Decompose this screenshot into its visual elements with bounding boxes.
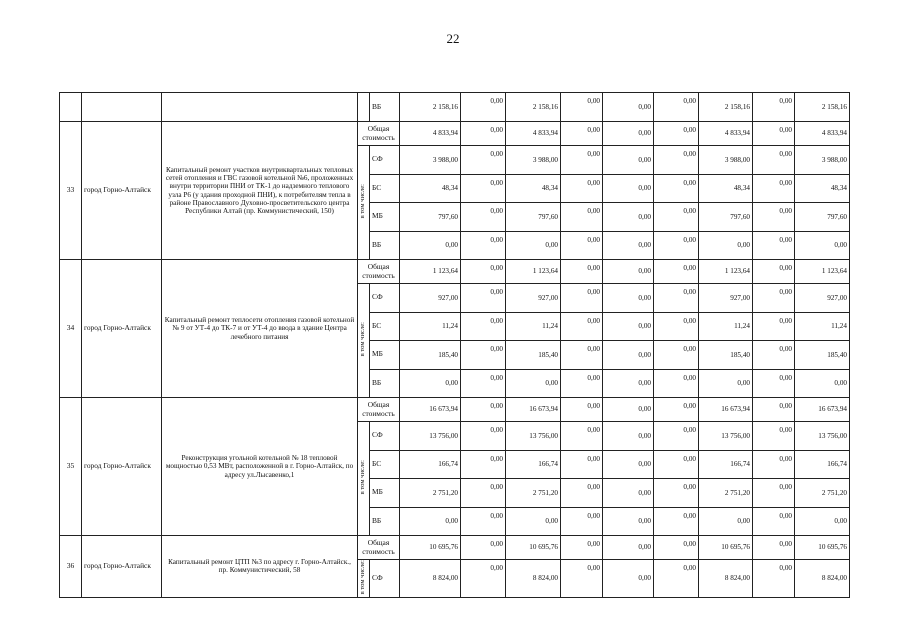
value-cell: 2 158,16 xyxy=(400,93,461,122)
value-cell: 0,00 xyxy=(461,231,506,260)
value-cell: 0,00 xyxy=(753,284,795,313)
value-cell: 0,00 xyxy=(753,341,795,370)
value-cell: 0,00 xyxy=(603,479,654,508)
value-cell: 0,00 xyxy=(753,174,795,203)
index-cell xyxy=(60,93,82,122)
value-cell: 0,00 xyxy=(461,312,506,341)
source-label: БС xyxy=(370,312,400,341)
value-cell: 0,00 xyxy=(795,369,850,398)
value-cell: 0,00 xyxy=(654,260,699,284)
value-cell: 927,00 xyxy=(699,284,753,313)
value-cell: 2 158,16 xyxy=(506,93,561,122)
value-cell: 2 751,20 xyxy=(506,479,561,508)
value-cell: 0,00 xyxy=(461,422,506,451)
value-cell: 0,00 xyxy=(561,398,603,422)
value-cell: 0,00 xyxy=(603,93,654,122)
value-cell: 0,00 xyxy=(461,146,506,175)
value-cell: 0,00 xyxy=(461,479,506,508)
value-cell: 0,00 xyxy=(753,479,795,508)
page-number: 22 xyxy=(446,31,460,46)
value-cell: 10 695,76 xyxy=(506,536,561,560)
including-text: в том числе: xyxy=(359,184,367,219)
value-cell: 0,00 xyxy=(461,369,506,398)
value-cell: 0,00 xyxy=(561,341,603,370)
total-label: Общая стоимость xyxy=(358,122,400,146)
value-cell: 0,00 xyxy=(461,450,506,479)
value-cell: 0,00 xyxy=(753,450,795,479)
value-cell: 8 824,00 xyxy=(795,560,850,598)
value-cell: 0,00 xyxy=(654,93,699,122)
total-label: Общая стоимость xyxy=(358,536,400,560)
value-cell: 797,60 xyxy=(506,203,561,232)
value-cell: 0,00 xyxy=(753,560,795,598)
value-cell: 1 123,64 xyxy=(699,260,753,284)
value-cell: 0,00 xyxy=(561,560,603,598)
financing-table xyxy=(59,92,850,598)
value-cell: 0,00 xyxy=(603,536,654,560)
value-cell: 0,00 xyxy=(699,369,753,398)
value-cell: 0,00 xyxy=(654,507,699,536)
source-label: БС xyxy=(370,174,400,203)
value-cell: 927,00 xyxy=(400,284,461,313)
value-cell: 0,00 xyxy=(561,203,603,232)
including-text: в том числе: xyxy=(359,322,367,357)
table-row xyxy=(60,93,850,122)
place-cell: город Горно-Алтайск xyxy=(82,398,162,536)
value-cell: 0,00 xyxy=(603,450,654,479)
value-cell: 0,00 xyxy=(603,203,654,232)
value-cell: 48,34 xyxy=(506,174,561,203)
value-cell: 0,00 xyxy=(461,122,506,146)
value-cell: 0,00 xyxy=(603,260,654,284)
value-cell: 16 673,94 xyxy=(400,398,461,422)
value-cell: 0,00 xyxy=(654,560,699,598)
value-cell: 8 824,00 xyxy=(506,560,561,598)
value-cell: 10 695,76 xyxy=(795,536,850,560)
value-cell: 48,34 xyxy=(400,174,461,203)
value-cell: 2 158,16 xyxy=(699,93,753,122)
value-cell: 0,00 xyxy=(461,398,506,422)
value-cell: 0,00 xyxy=(461,560,506,598)
value-cell: 0,00 xyxy=(654,479,699,508)
value-cell: 797,60 xyxy=(699,203,753,232)
value-cell: 0,00 xyxy=(603,369,654,398)
value-cell: 0,00 xyxy=(461,174,506,203)
value-cell: 11,24 xyxy=(400,312,461,341)
value-cell: 0,00 xyxy=(603,146,654,175)
value-cell: 0,00 xyxy=(400,507,461,536)
value-cell: 0,00 xyxy=(753,231,795,260)
value-cell: 185,40 xyxy=(506,341,561,370)
source-label: СФ xyxy=(370,284,400,313)
source-label: ВБ xyxy=(370,231,400,260)
place-cell: город Горно-Алтайск xyxy=(82,260,162,398)
value-cell: 0,00 xyxy=(561,422,603,451)
value-cell: 0,00 xyxy=(603,312,654,341)
value-cell: 166,74 xyxy=(400,450,461,479)
including-label xyxy=(358,422,370,536)
value-cell: 0,00 xyxy=(753,422,795,451)
value-cell: 0,00 xyxy=(654,122,699,146)
value-cell: 797,60 xyxy=(795,203,850,232)
source-label: СФ xyxy=(370,560,400,598)
index-cell: 35 xyxy=(60,398,82,536)
value-cell: 0,00 xyxy=(561,450,603,479)
value-cell: 0,00 xyxy=(753,146,795,175)
value-cell: 2 158,16 xyxy=(795,93,850,122)
value-cell: 927,00 xyxy=(506,284,561,313)
value-cell: 4 833,94 xyxy=(795,122,850,146)
source-label: ВБ xyxy=(370,369,400,398)
value-cell: 11,24 xyxy=(506,312,561,341)
value-cell: 0,00 xyxy=(654,398,699,422)
source-label: СФ xyxy=(370,146,400,175)
value-cell: 0,00 xyxy=(400,231,461,260)
value-cell: 0,00 xyxy=(506,369,561,398)
value-cell: 2 751,20 xyxy=(400,479,461,508)
value-cell: 16 673,94 xyxy=(699,398,753,422)
value-cell: 0,00 xyxy=(795,507,850,536)
value-cell: 0,00 xyxy=(654,146,699,175)
value-cell: 0,00 xyxy=(603,341,654,370)
value-cell: 0,00 xyxy=(561,93,603,122)
source-label: СФ xyxy=(370,422,400,451)
including-label xyxy=(358,146,370,260)
value-cell: 0,00 xyxy=(561,260,603,284)
value-cell: 0,00 xyxy=(654,536,699,560)
table-row xyxy=(60,398,850,422)
value-cell: 3 988,00 xyxy=(400,146,461,175)
source-label: МБ xyxy=(370,203,400,232)
value-cell: 11,24 xyxy=(699,312,753,341)
value-cell: 8 824,00 xyxy=(699,560,753,598)
value-cell: 0,00 xyxy=(461,341,506,370)
value-cell: 0,00 xyxy=(561,231,603,260)
value-cell: 0,00 xyxy=(400,369,461,398)
source-label: МБ xyxy=(370,479,400,508)
value-cell: 48,34 xyxy=(699,174,753,203)
value-cell: 0,00 xyxy=(753,507,795,536)
value-cell: 0,00 xyxy=(654,341,699,370)
table-row xyxy=(60,122,850,146)
including-label xyxy=(358,284,370,398)
value-cell: 0,00 xyxy=(506,507,561,536)
including-label xyxy=(358,560,370,598)
source-label: МБ xyxy=(370,341,400,370)
place-cell xyxy=(82,93,162,122)
value-cell: 0,00 xyxy=(654,203,699,232)
value-cell: 166,74 xyxy=(506,450,561,479)
value-cell: 10 695,76 xyxy=(400,536,461,560)
value-cell: 48,34 xyxy=(795,174,850,203)
value-cell: 0,00 xyxy=(753,369,795,398)
value-cell: 0,00 xyxy=(753,536,795,560)
value-cell: 0,00 xyxy=(461,536,506,560)
value-cell: 0,00 xyxy=(603,174,654,203)
value-cell: 0,00 xyxy=(561,284,603,313)
value-cell: 13 756,00 xyxy=(699,422,753,451)
value-cell: 0,00 xyxy=(753,93,795,122)
value-cell: 16 673,94 xyxy=(795,398,850,422)
including-cell xyxy=(358,93,370,122)
value-cell: 0,00 xyxy=(795,231,850,260)
table-row xyxy=(60,536,850,560)
description-cell: Капитальный ремонт ЦТП №3 по адресу г. Горно-Алтайск., пр. Коммунистический, 58 xyxy=(162,536,358,598)
source-label: ВБ xyxy=(370,93,400,122)
value-cell: 185,40 xyxy=(400,341,461,370)
value-cell: 0,00 xyxy=(654,422,699,451)
including-text: в том числе: xyxy=(359,560,367,595)
value-cell: 0,00 xyxy=(603,284,654,313)
value-cell: 0,00 xyxy=(753,312,795,341)
value-cell: 797,60 xyxy=(400,203,461,232)
value-cell: 0,00 xyxy=(654,369,699,398)
value-cell: 13 756,00 xyxy=(506,422,561,451)
place-cell: город Горно-Алтайск xyxy=(82,122,162,260)
value-cell: 0,00 xyxy=(461,507,506,536)
value-cell: 0,00 xyxy=(654,450,699,479)
value-cell: 4 833,94 xyxy=(506,122,561,146)
value-cell: 13 756,00 xyxy=(400,422,461,451)
index-cell: 36 xyxy=(60,536,82,598)
value-cell: 2 751,20 xyxy=(699,479,753,508)
value-cell: 8 824,00 xyxy=(400,560,461,598)
source-label: БС xyxy=(370,450,400,479)
value-cell: 0,00 xyxy=(603,560,654,598)
place-cell: город Горно-Алтайск xyxy=(82,536,162,598)
description-cell: Капитальный ремонт теплосети отопления газовой котельной № 9 от УТ-4 до ТК-7 и от УТ-4 до ввода в здание Центра лечебного питания xyxy=(162,260,358,398)
value-cell: 0,00 xyxy=(461,260,506,284)
description-cell xyxy=(162,93,358,122)
value-cell: 0,00 xyxy=(654,174,699,203)
value-cell: 0,00 xyxy=(461,284,506,313)
value-cell: 0,00 xyxy=(699,507,753,536)
value-cell: 0,00 xyxy=(461,93,506,122)
value-cell: 927,00 xyxy=(795,284,850,313)
value-cell: 0,00 xyxy=(561,479,603,508)
value-cell: 0,00 xyxy=(603,122,654,146)
value-cell: 0,00 xyxy=(561,146,603,175)
value-cell: 0,00 xyxy=(461,203,506,232)
table-row xyxy=(60,260,850,284)
including-text: в том числе: xyxy=(359,460,367,495)
value-cell: 2 751,20 xyxy=(795,479,850,508)
value-cell: 3 988,00 xyxy=(699,146,753,175)
value-cell: 0,00 xyxy=(561,369,603,398)
value-cell: 3 988,00 xyxy=(795,146,850,175)
value-cell: 13 756,00 xyxy=(795,422,850,451)
value-cell: 185,40 xyxy=(699,341,753,370)
value-cell: 0,00 xyxy=(753,398,795,422)
value-cell: 0,00 xyxy=(699,231,753,260)
value-cell: 4 833,94 xyxy=(400,122,461,146)
description-cell: Реконструкция угольной котельной № 18 тепловой мощностью 0,53 МВт, расположенной в г. Горно-Алтайск, по адресу ул.Лысавенко,1 xyxy=(162,398,358,536)
total-label: Общая стоимость xyxy=(358,398,400,422)
value-cell: 0,00 xyxy=(654,231,699,260)
index-cell: 34 xyxy=(60,260,82,398)
value-cell: 0,00 xyxy=(603,398,654,422)
value-cell: 166,74 xyxy=(795,450,850,479)
value-cell: 0,00 xyxy=(561,312,603,341)
value-cell: 0,00 xyxy=(561,174,603,203)
value-cell: 4 833,94 xyxy=(699,122,753,146)
value-cell: 0,00 xyxy=(603,231,654,260)
value-cell: 11,24 xyxy=(795,312,850,341)
value-cell: 10 695,76 xyxy=(699,536,753,560)
value-cell: 0,00 xyxy=(753,260,795,284)
value-cell: 3 988,00 xyxy=(506,146,561,175)
value-cell: 0,00 xyxy=(561,507,603,536)
value-cell: 1 123,64 xyxy=(400,260,461,284)
value-cell: 0,00 xyxy=(506,231,561,260)
total-label: Общая стоимость xyxy=(358,260,400,284)
value-cell: 0,00 xyxy=(603,422,654,451)
value-cell: 0,00 xyxy=(603,507,654,536)
index-cell: 33 xyxy=(60,122,82,260)
value-cell: 0,00 xyxy=(561,122,603,146)
source-label: ВБ xyxy=(370,507,400,536)
description-cell: Капитальный ремонт участков внутриквартальных тепловых сетей отопления и ГВС газовой котельной №6, проложенных внутри территории ПНИ от ТК-1 до надземного теплового узла Р6 (у здания проходной ПНИ), к потребителям тепла в районе Православного Духовно-просветительского центра Республики Алтай (пр. Коммунистический, 150) xyxy=(162,122,358,260)
value-cell: 1 123,64 xyxy=(795,260,850,284)
value-cell: 0,00 xyxy=(561,536,603,560)
value-cell: 0,00 xyxy=(654,312,699,341)
value-cell: 185,40 xyxy=(795,341,850,370)
value-cell: 0,00 xyxy=(753,203,795,232)
value-cell: 1 123,64 xyxy=(506,260,561,284)
value-cell: 16 673,94 xyxy=(506,398,561,422)
value-cell: 166,74 xyxy=(699,450,753,479)
value-cell: 0,00 xyxy=(753,122,795,146)
value-cell: 0,00 xyxy=(654,284,699,313)
